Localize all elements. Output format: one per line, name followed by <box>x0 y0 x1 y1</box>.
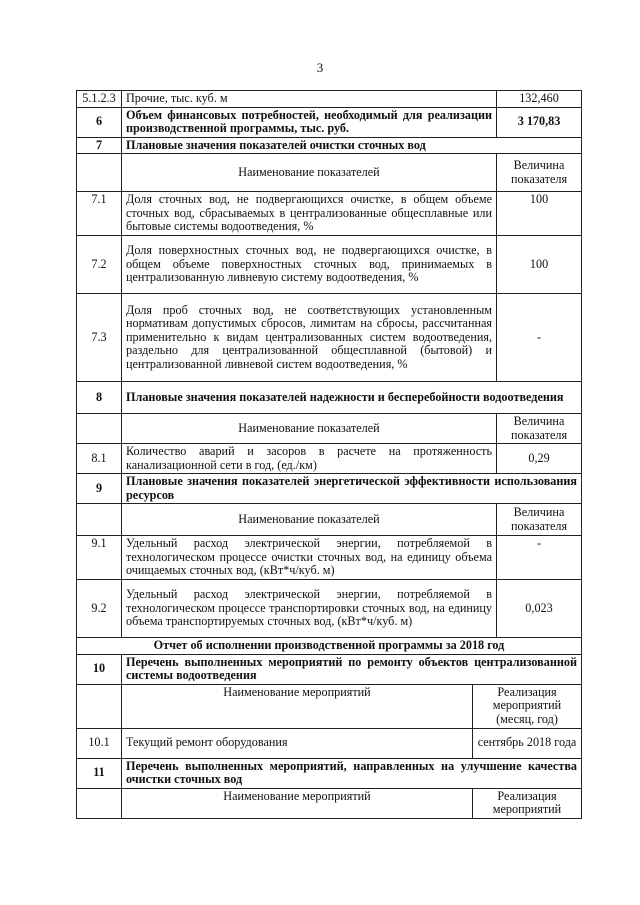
table-row <box>77 444 582 474</box>
row-value: 3 170,83 <box>497 107 582 137</box>
section-number: 7 <box>77 137 122 154</box>
row-number: 7.1 <box>77 192 122 236</box>
section-title: Плановые значения показателей очистки сточных вод <box>122 137 582 154</box>
table-header-row <box>77 504 582 536</box>
table-row <box>77 107 582 137</box>
section-number: 8 <box>77 382 122 414</box>
section-title: Перечень выполненных мероприятий, направленных на улучшение качества очистки сточных вод <box>122 758 582 788</box>
page-number: 3 <box>316 60 324 75</box>
table-row <box>77 192 582 236</box>
row-number: 10.1 <box>77 728 122 758</box>
header-value: Величина показателя <box>497 504 582 536</box>
table-row <box>77 382 582 414</box>
table-row <box>77 91 582 108</box>
section-number: 9 <box>77 474 122 504</box>
row-value: - <box>497 294 582 382</box>
header-value: Реализация мероприятий (месяц, год) <box>473 684 582 728</box>
table-header-row <box>77 414 582 444</box>
section-title: Объем финансовых потребностей, необходимый для реализации производственной программы, тыс. руб. <box>122 107 497 137</box>
row-number: 7.2 <box>77 236 122 294</box>
row-text: Прочие, тыс. куб. м <box>122 91 497 108</box>
row-number: 9.1 <box>77 536 122 580</box>
production-program-table <box>76 90 582 819</box>
row-number: 9.2 <box>77 580 122 638</box>
header-value: Величина показателя <box>497 414 582 444</box>
section-title: Перечень выполненных мероприятий по ремонту объектов централизованной системы водоотведения <box>122 654 582 684</box>
header-name: Наименование мероприятий <box>122 684 473 728</box>
row-number: 7.3 <box>77 294 122 382</box>
row-value: - <box>497 536 582 580</box>
table-row <box>77 137 582 154</box>
report-title: Отчет об исполнении производственной программы за 2018 год <box>77 638 582 655</box>
table-row <box>77 728 582 758</box>
table-row <box>77 294 582 382</box>
header-value: Реализация мероприятий <box>473 788 582 818</box>
section-number: 10 <box>77 654 122 684</box>
header-value: Величина показателя <box>497 154 582 192</box>
header-name: Наименование показателей <box>122 504 497 536</box>
table-row <box>77 580 582 638</box>
row-text: Удельный расход электрической энергии, потребляемой в технологическом процессе транспортировки сточных вод, на единицу объема транспортируемых сточных вод, (кВт*ч/куб. м) <box>122 580 497 638</box>
row-text: Удельный расход электрической энергии, потребляемой в технологическом процессе очистки сточных вод, на единицу объема очищаемых сточных вод, (кВт*ч/куб. м) <box>122 536 497 580</box>
table-row <box>77 474 582 504</box>
table-row <box>77 638 582 655</box>
table-row <box>77 236 582 294</box>
row-text: Доля проб сточных вод, не соответствующих установленным нормативам допустимых сбросов, лимитам на сбросы, рассчитанная применительно к видам централизованных систем водоотведения, раздельно для централизованной общесплавной (бытовой) и централизованной ливневой систем водоотведения, % <box>122 294 497 382</box>
row-number: 8.1 <box>77 444 122 474</box>
row-value: 0,29 <box>497 444 582 474</box>
table-header-row <box>77 684 582 728</box>
row-value: 132,460 <box>497 91 582 108</box>
row-text: Доля сточных вод, не подвергающихся очистке, в общем объеме сточных вод, сбрасываемых в централизованные общесплавные или бытовые системы водоотведения, % <box>122 192 497 236</box>
section-title: Плановые значения показателей надежности и бесперебойности водоотведения <box>122 382 582 414</box>
table-header-row <box>77 154 582 192</box>
row-value: 0,023 <box>497 580 582 638</box>
section-number: 11 <box>77 758 122 788</box>
row-text: Текущий ремонт оборудования <box>122 728 473 758</box>
header-name: Наименование мероприятий <box>122 788 473 818</box>
table-row <box>77 758 582 788</box>
table-row <box>77 536 582 580</box>
row-value: 100 <box>497 236 582 294</box>
header-name: Наименование показателей <box>122 414 497 444</box>
header-name: Наименование показателей <box>122 154 497 192</box>
table-row <box>77 654 582 684</box>
row-number: 5.1.2.3 <box>77 91 122 108</box>
row-value: 100 <box>497 192 582 236</box>
table-header-row <box>77 788 582 818</box>
row-text: Доля поверхностных сточных вод, не подвергающихся очистке, в общем объеме поверхностных сточных вод, принимаемых в централизованную ливневую систему водоотведения, % <box>122 236 497 294</box>
row-value: сентябрь 2018 года <box>473 728 582 758</box>
section-title: Плановые значения показателей энергетической эффективности использования ресурсов <box>122 474 582 504</box>
row-text: Количество аварий и засоров в расчете на протяженность канализационной сети в год, (ед./км) <box>122 444 497 474</box>
section-number: 6 <box>77 107 122 137</box>
